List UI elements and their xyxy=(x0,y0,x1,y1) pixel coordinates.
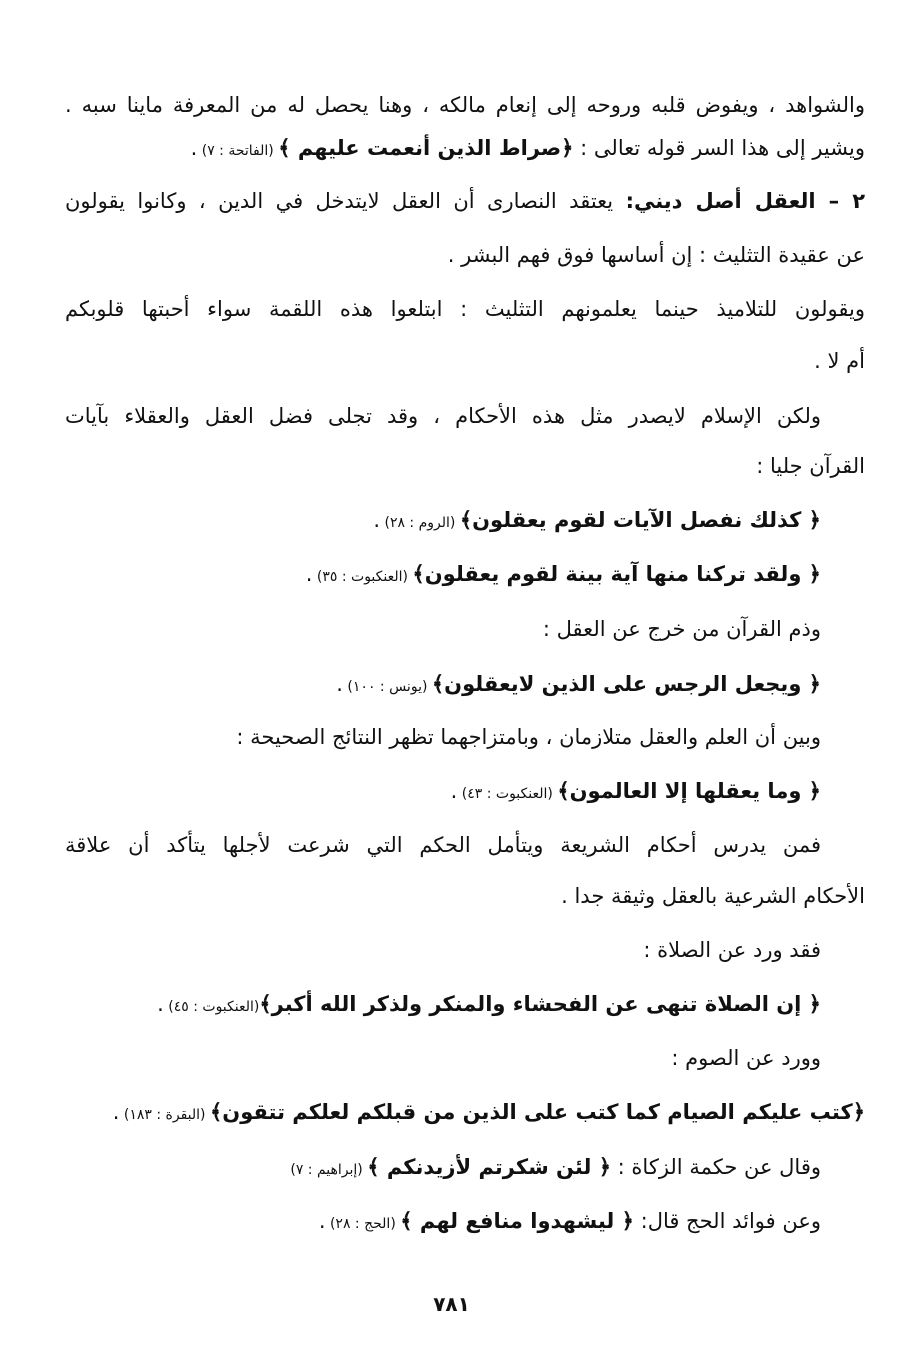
line-5-part-1: ويقولون للتلاميذ حينما يعلمونهم التثليث : ابتلعوا هذه اللقمة سواء أحبتها قلوبكم xyxy=(65,297,865,321)
text-line-8 xyxy=(65,451,865,481)
verse-citation: (البقرة : ١٨٣) xyxy=(119,1107,210,1123)
line-17-part-1: فقد ورد عن الصلاة : xyxy=(643,938,821,962)
text-line-22 xyxy=(65,1206,865,1236)
verse-citation: (الفاتحة : ٧) xyxy=(197,143,279,159)
line-19-part-1: وورد عن الصوم : xyxy=(671,1046,821,1070)
text-line-4 xyxy=(65,240,865,270)
text-line-7 xyxy=(65,401,865,431)
line-12-part-3: . xyxy=(336,672,343,696)
text-line-21 xyxy=(65,1152,865,1182)
text-line-19 xyxy=(65,1043,865,1073)
line-1-part-1: والشواهد ، ويفوض قلبه وروحه إلى إنعام مالكه ، وهنا يحصل له من المعرفة ماينا سبه . xyxy=(65,93,865,117)
text-line-3 xyxy=(65,186,865,216)
quran-verse: ﴿ وما يعقلها إلا العالمون﴾ xyxy=(557,779,821,803)
verse-citation: (إبراهيم : ٧) xyxy=(290,1162,368,1178)
line-15-part-1: فمن يدرس أحكام الشريعة ويتأمل الحكم التي شرعت لأجلها يتأكد أن علاقة xyxy=(65,833,821,857)
line-13-part-1: وبين أن العلم والعقل متلازمان ، وبامتزاجهما تظهر النتائج الصحيحة : xyxy=(236,725,821,749)
line-11-part-1: وذم القرآن من خرج عن العقل : xyxy=(542,617,821,641)
verse-citation: (الحج : ٢٨) xyxy=(325,1216,401,1232)
line-3-part-2: يعتقد النصارى أن العقل لايتدخل في الدين ، وكانوا يقولون xyxy=(65,189,626,213)
quran-verse: ﴿ ولقد تركنا منها آية بينة لقوم يعقلون﴾ xyxy=(412,562,821,586)
verse-citation: (العنكبوت : ٤٥) xyxy=(163,999,260,1015)
line-18-part-3: . xyxy=(157,992,164,1016)
quran-verse: ﴿صراط الذين أنعمت عليهم ﴾ xyxy=(278,136,574,160)
verse-citation: (يونس : ١٠٠) xyxy=(342,679,432,695)
line-7-part-1: ولكن الإسلام لايصدر مثل هذه الأحكام ، وقد تجلى فضل العقل والعقلاء بآيات xyxy=(65,404,821,428)
text-line-14 xyxy=(65,776,865,806)
section-heading: ٢ – العقل أصل ديني: xyxy=(625,189,865,213)
verse-citation: (العنكبوت : ٤٣) xyxy=(457,786,558,802)
line-10-part-3: . xyxy=(305,562,313,586)
line-9-part-3: . xyxy=(373,508,381,532)
text-line-16 xyxy=(65,881,865,911)
text-line-10 xyxy=(65,559,865,589)
quran-verse: ﴿ لئن شكرتم لأزيدنكم ﴾ xyxy=(367,1155,611,1179)
line-22-part-1: وعن فوائد الحج قال: xyxy=(633,1209,821,1233)
quran-verse: ﴿ ليشهدوا منافع لهم ﴾ xyxy=(400,1209,634,1233)
line-14-part-3: . xyxy=(450,779,458,803)
page-number: ٧٨١ xyxy=(433,1292,470,1316)
line-20-part-3: . xyxy=(112,1100,120,1124)
text-line-6 xyxy=(65,346,865,376)
text-line-13 xyxy=(65,722,865,752)
text-line-9 xyxy=(65,505,865,535)
quran-verse: ﴿كتب عليكم الصيام كما كتب على الذين من قبلكم لعلكم تتقون﴾ xyxy=(209,1100,865,1124)
text-line-2 xyxy=(65,133,865,163)
quran-verse: ﴿ إن الصلاة تنهى عن الفحشاء والمنكر ولذكر الله أكبر﴾ xyxy=(259,992,821,1016)
quran-verse: ﴿ ويجعل الرجس على الذين لايعقلون﴾ xyxy=(431,672,821,696)
line-8-part-1: القرآن جليا : xyxy=(756,454,865,478)
verse-citation: (الروم : ٢٨) xyxy=(380,515,460,531)
text-line-5 xyxy=(65,294,865,324)
line-16-part-1: الأحكام الشرعية بالعقل وثيقة جدا . xyxy=(561,884,865,908)
line-4-part-1: عن عقيدة التثليث : إن أساسها فوق فهم البشر . xyxy=(447,243,865,267)
line-22-part-4: . xyxy=(318,1209,326,1233)
line-2-part-4: . xyxy=(190,136,198,160)
text-line-20 xyxy=(65,1097,865,1127)
text-line-15 xyxy=(65,830,865,860)
text-line-12 xyxy=(65,669,865,699)
verse-citation: (العنكبوت : ٣٥) xyxy=(312,569,413,585)
text-line-17 xyxy=(65,935,865,965)
text-line-18 xyxy=(65,989,865,1019)
text-line-11 xyxy=(65,614,865,644)
line-21-part-1: وقال عن حكمة الزكاة : xyxy=(611,1155,821,1179)
line-2-part-1: ويشير إلى هذا السر قوله تعالى : xyxy=(573,136,865,160)
quran-verse: ﴿ كذلك نفصل الآيات لقوم يعقلون﴾ xyxy=(459,508,821,532)
text-line-1 xyxy=(65,90,865,120)
line-6-part-1: أم لا . xyxy=(814,349,865,373)
